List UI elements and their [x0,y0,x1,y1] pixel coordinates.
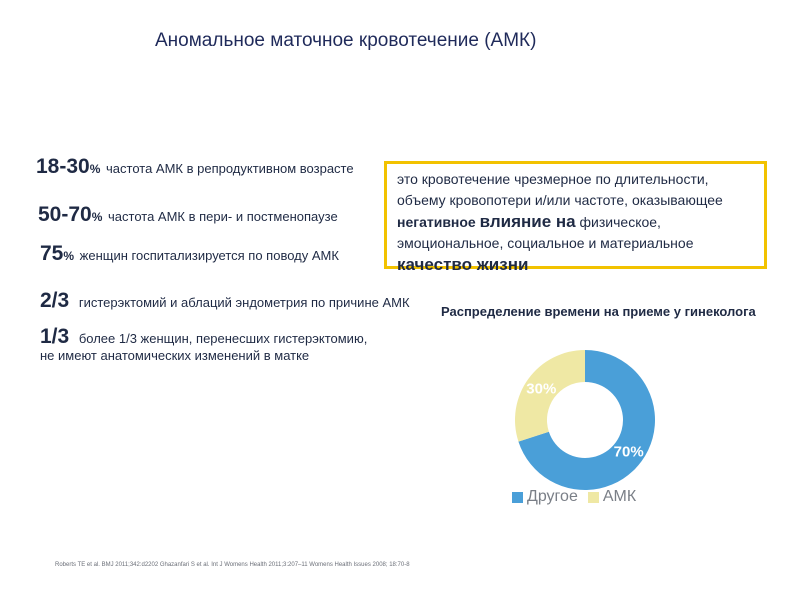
legend-item-other [512,488,578,506]
stat-unit: % [91,210,103,224]
legend-item-amk [588,488,636,506]
data-label: 30% [526,380,557,398]
stat-no-changes [40,325,380,364]
chart-legend [512,488,646,506]
definition-box [384,161,767,274]
donut-chart [500,340,670,500]
legend-swatch [588,492,599,503]
stat-unit: % [63,249,75,263]
stat-text: более 1/3 женщин, перенесших гистерэктомию, не имеют анатомических изменений в матке [40,331,368,363]
stat-value: 50-70 [38,203,92,226]
stat-unit: % [89,162,101,176]
data-label: 70% [613,443,644,461]
stat-hysterectomy [40,289,410,313]
legend-swatch [512,492,523,503]
stat-value: 75 [40,242,64,265]
stat-hospitalized [40,242,339,266]
stat-text: частота АМК в пери- и постменопаузе [108,209,338,224]
definition-emphasis: влияние на [479,212,576,231]
stat-value: 18-30 [36,155,90,178]
definition-text: физическое, эмоциональное, социальное и материальное [397,214,694,251]
stat-value: 1/3 [40,325,70,348]
definition-text: это кровотечение чрезмерное по длительности, объему кровопотери и/или частоте, оказывающее [397,171,723,208]
chart-title: Распределение времени на приеме у гинеколога [441,304,756,319]
stat-perimenopause [38,203,338,227]
stat-text: женщин госпитализируется по поводу АМК [79,248,339,263]
stat-reproductive [36,155,354,179]
stat-text: частота АМК в репродуктивном возрасте [106,161,354,176]
legend-label: АМК [602,488,637,505]
footnote-references: Roberts TE et al. BMJ 2011;342:d2202 Ghazanfari S et al. Int J Womens Health 2011;3:207–11 Womens Health Issues 2008; 18:70-8 [55,562,410,568]
page-title: Аномальное маточное кровотечение (АМК) [155,30,537,51]
definition-emphasis: качество жизни [397,255,529,274]
definition-emphasis: негативное [397,214,476,230]
legend-label: Другое [527,488,578,505]
stat-text: гистерэктомий и аблаций эндометрия по причине АМК [78,295,410,310]
stat-value: 2/3 [40,289,70,312]
